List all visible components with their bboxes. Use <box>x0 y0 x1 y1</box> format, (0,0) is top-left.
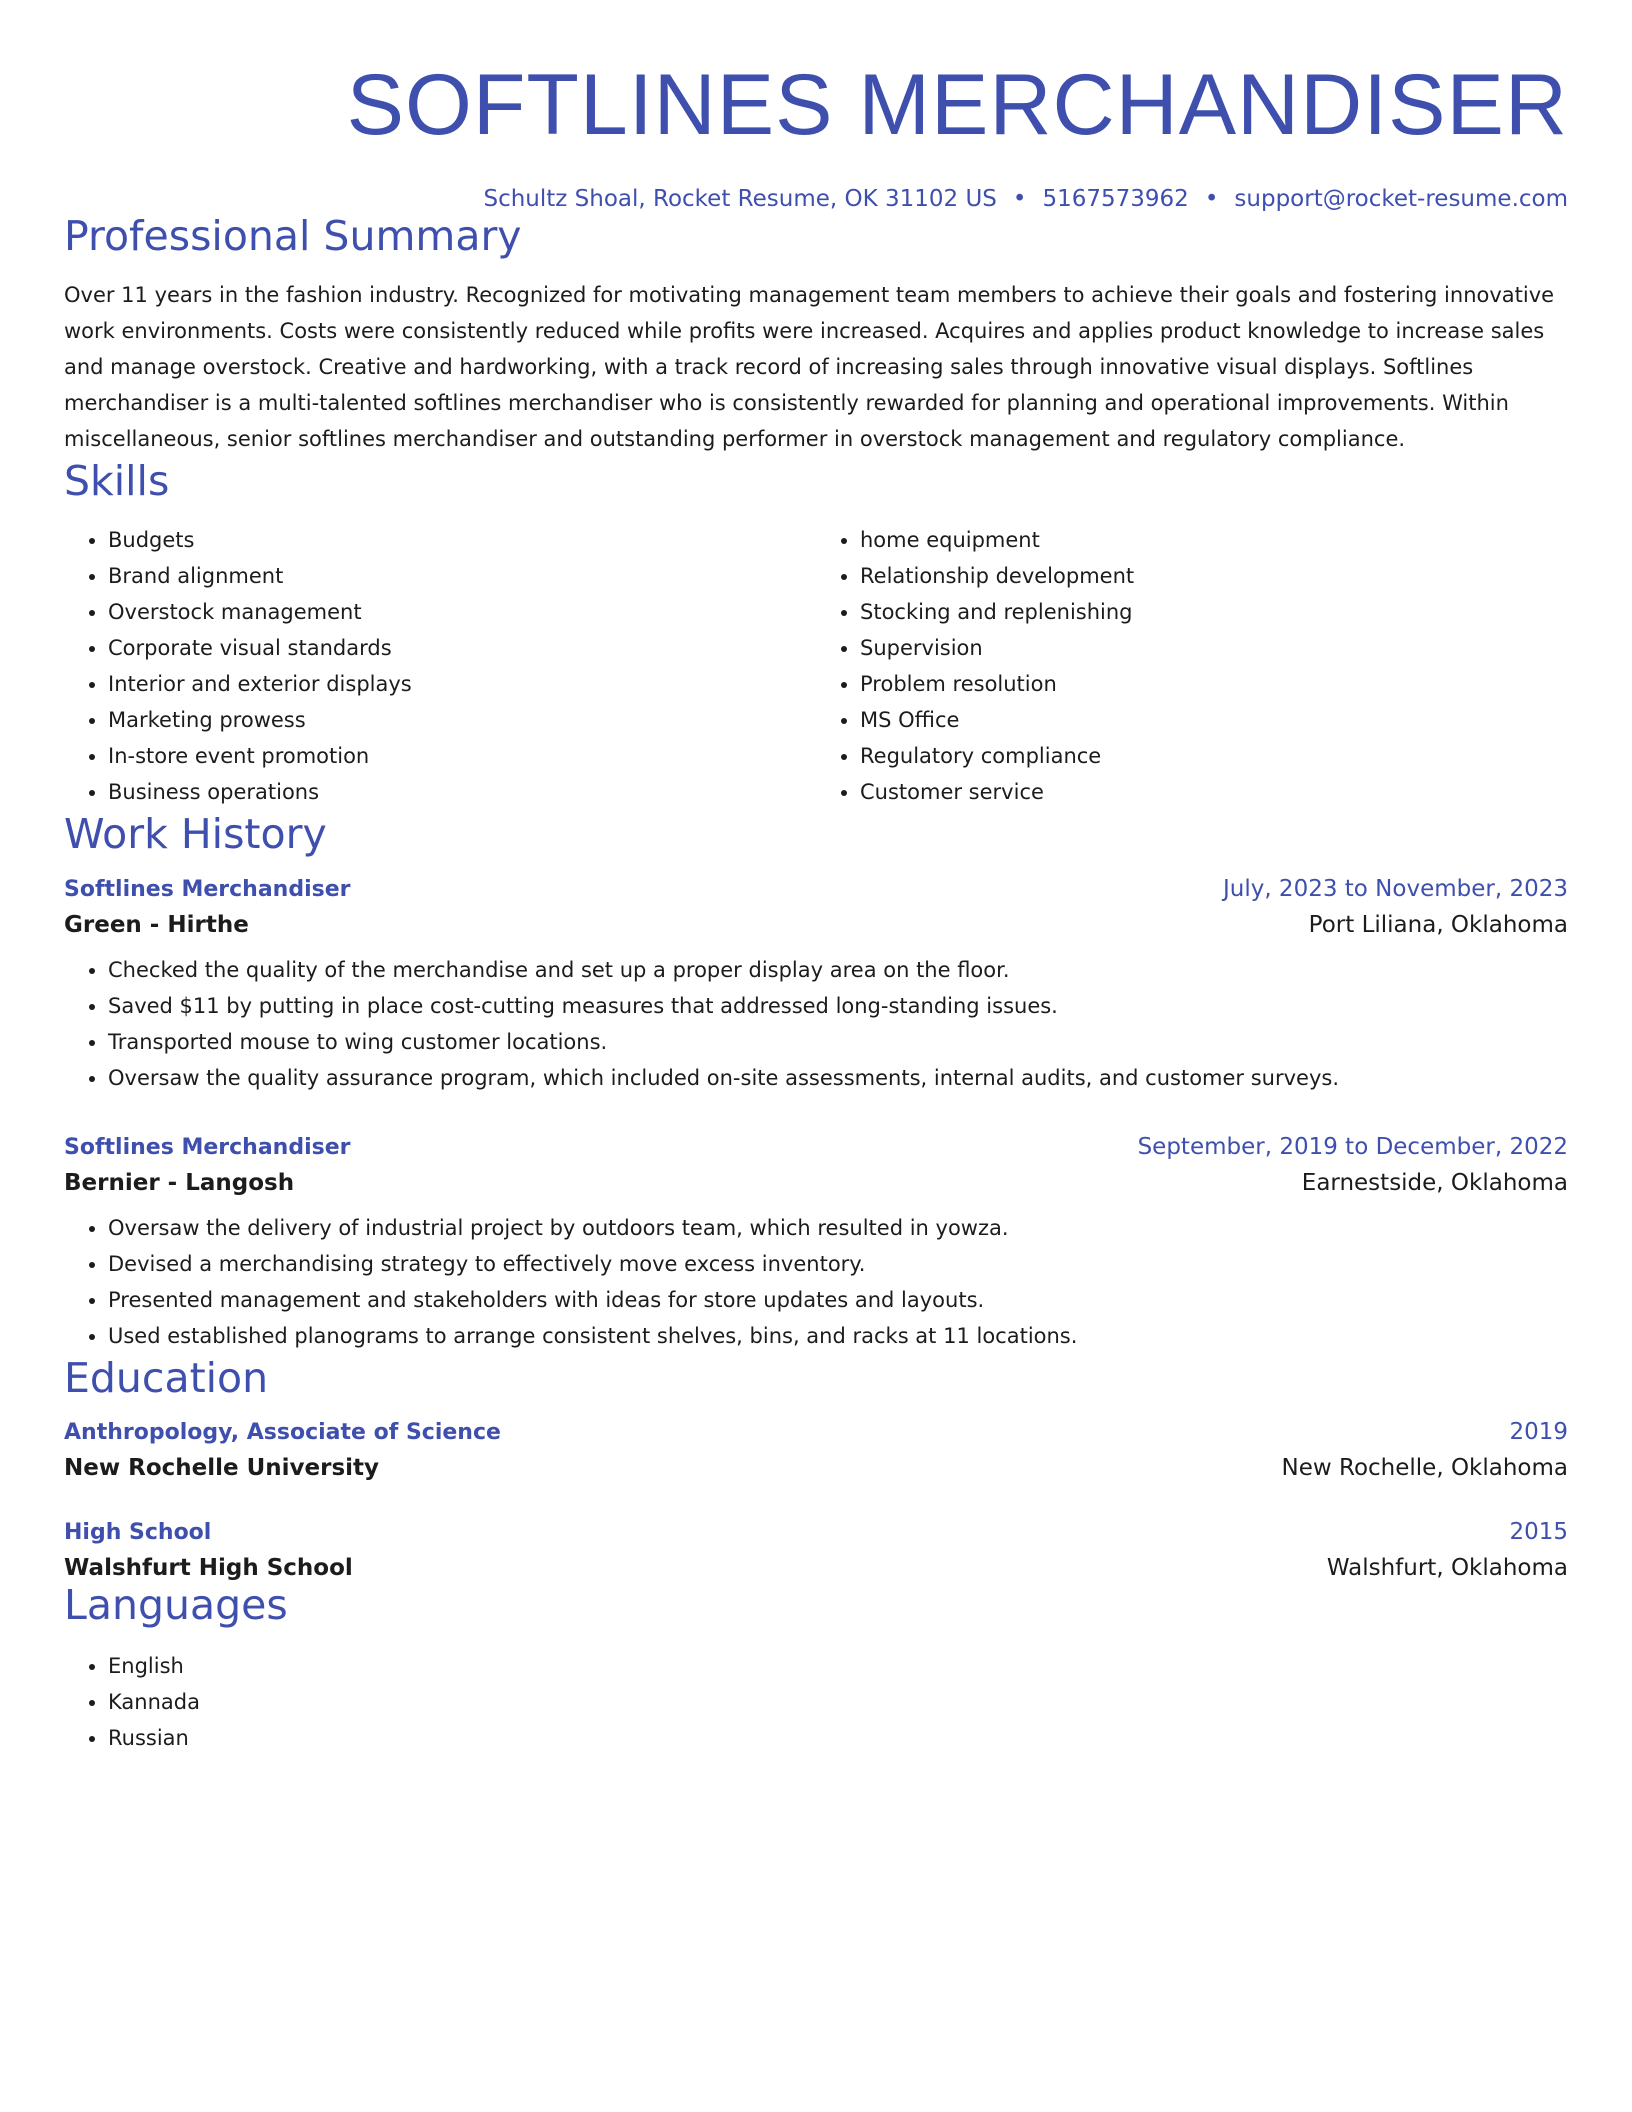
job-entry <box>64 1134 1568 1354</box>
language-item: • Russian <box>108 1720 1568 1756</box>
skill-item: • Interior and exterior displays <box>108 666 816 702</box>
education-location: New Rochelle, Oklahoma <box>1281 1454 1568 1481</box>
contact-phone: 5167573962 <box>1042 186 1189 212</box>
skill-item: • Brand alignment <box>108 558 816 594</box>
education-school: Walshfurt High School <box>64 1554 353 1581</box>
education-entry <box>64 1519 1568 1581</box>
education-heading: Education <box>64 1353 269 1402</box>
skills-heading: Skills <box>64 457 170 506</box>
job-location: Port Liliana, Oklahoma <box>1308 911 1568 938</box>
resume-title: SOFTLINES MERCHANDISER <box>346 57 1568 153</box>
contact-separator: • <box>1012 186 1027 212</box>
skill-item: • Budgets <box>108 522 816 558</box>
skill-item: • MS Office <box>860 702 1568 738</box>
job-duty: • Saved $11 by putting in place cost-cutting measures that addressed long-standing issues. <box>108 988 1568 1024</box>
skill-item: • Corporate visual standards <box>108 630 816 666</box>
job-dates: July, 2023 to November, 2023 <box>1222 875 1568 902</box>
skill-item: • Marketing prowess <box>108 702 816 738</box>
skill-item: • Overstock management <box>108 594 816 630</box>
job-duty: • Presented management and stakeholders with ideas for store updates and layouts. <box>108 1282 1568 1318</box>
job-dates: September, 2019 to December, 2022 <box>1137 1133 1568 1160</box>
skill-item: • Problem resolution <box>860 666 1568 702</box>
job-entry <box>64 876 1568 1096</box>
education-degree: High School <box>64 1519 212 1545</box>
education-year: 2019 <box>1509 1418 1568 1445</box>
job-duty: • Oversaw the delivery of industrial project by outdoors team, which resulted in yowza. <box>108 1210 1568 1246</box>
summary-text: Over 11 years in the fashion industry. Recognized for motivating management team members to achieve their goals and fostering innovative work environments. Costs were consistently reduced while profits were increased. Acquires and applies product knowledge to increase sales and manage overstock. Creative and hardworking, with a track record of increasing sales through innovative visual displays. Softlines merchandiser is a multi-talented softlines merchandiser who is consistently rewarded for planning and operational improvements. Within miscellaneous, senior softlines merchandiser and outstanding performer in overstock management and regulatory compliance. <box>64 283 1555 452</box>
skill-item: • Customer service <box>860 774 1568 810</box>
job-duty: • Oversaw the quality assurance program, which included on-site assessments, internal audits, and customer surveys. <box>108 1060 1568 1096</box>
education-school: New Rochelle University <box>64 1454 380 1481</box>
contact-email: support@rocket-resume.com <box>1234 186 1568 212</box>
education-year: 2015 <box>1509 1518 1568 1545</box>
education-location: Walshfurt, Oklahoma <box>1326 1554 1568 1581</box>
skills-column-right <box>816 522 1568 810</box>
job-duty: • Checked the quality of the merchandise and set up a proper display area on the floor. <box>108 952 1568 988</box>
languages-heading: Languages <box>64 1580 288 1629</box>
skill-item: • In-store event promotion <box>108 738 816 774</box>
education-degree: Anthropology, Associate of Science <box>64 1419 501 1445</box>
contact-address: Schultz Shoal, Rocket Resume, OK 31102 US <box>483 186 997 212</box>
summary-heading: Professional Summary <box>64 212 522 260</box>
language-item: • English <box>108 1648 1568 1684</box>
job-duty: • Transported mouse to wing customer locations. <box>108 1024 1568 1060</box>
work-history-heading: Work History <box>64 810 327 859</box>
job-location: Earnestside, Oklahoma <box>1301 1169 1568 1196</box>
skill-item: • Regulatory compliance <box>860 738 1568 774</box>
language-item: • Kannada <box>108 1684 1568 1720</box>
job-role: Softlines Merchandiser <box>64 1134 351 1160</box>
contact-separator: • <box>1204 186 1219 212</box>
job-duty: • Devised a merchandising strategy to effectively move excess inventory. <box>108 1246 1568 1282</box>
skill-item: • Relationship development <box>860 558 1568 594</box>
education-entry <box>64 1419 1568 1481</box>
skills-list <box>64 522 1568 810</box>
job-duties <box>64 1210 1568 1354</box>
job-duty: • Used established planograms to arrange consistent shelves, bins, and racks at 11 locations. <box>108 1318 1568 1354</box>
skill-item: • Business operations <box>108 774 816 810</box>
skills-column-left <box>64 522 816 810</box>
job-duties <box>64 952 1568 1096</box>
skill-item: • Stocking and replenishing <box>860 594 1568 630</box>
skill-item: • Supervision <box>860 630 1568 666</box>
job-company: Green - Hirthe <box>64 911 249 938</box>
contact-line <box>64 186 1568 212</box>
job-company: Bernier - Langosh <box>64 1169 295 1196</box>
job-role: Softlines Merchandiser <box>64 876 351 902</box>
languages-list <box>64 1648 1568 1756</box>
skill-item: • home equipment <box>860 522 1568 558</box>
